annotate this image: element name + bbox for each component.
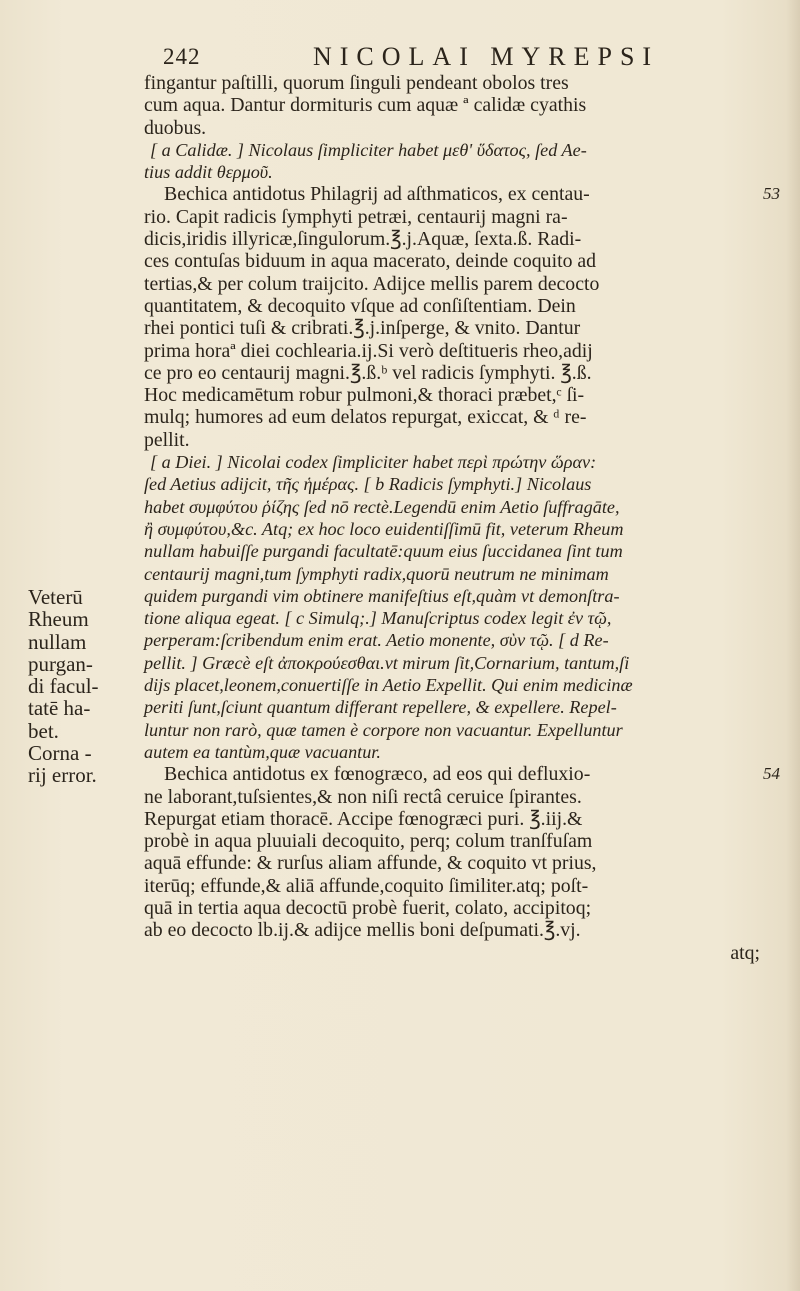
text-line <box>144 674 784 696</box>
text-line-content: ce pro eo centaurij magni.℥.ß.ᵇ vel radicis ſymphyti. ℥.ß. <box>144 361 592 384</box>
text-line-content: aquā effunde: & rurſus aliam affunde, & coquito vt prius, <box>144 852 597 875</box>
text-line <box>144 585 784 607</box>
body-text <box>144 72 784 964</box>
text-line-content: tione aliqua egeat. [ c Simulq;.] Manuſcriptus codex legit ἐν τῷ, <box>144 608 612 629</box>
margin-note-line: di facul- <box>28 674 99 699</box>
text-line <box>144 94 784 116</box>
text-line <box>144 228 784 250</box>
text-line <box>144 451 784 473</box>
text-line-content: periti ſunt,ſciunt quantum differant repellere, & expellere. Repel- <box>144 697 617 718</box>
text-line-content: duobus. <box>144 116 207 139</box>
text-line-content: dicis,iridis illyricæ,ſingulorum.℥.j.Aquæ, ſexta.ß. Radi- <box>144 228 582 251</box>
text-line <box>144 741 784 763</box>
text-line-content: [ a Calidæ. ] Nicolaus ſimpliciter habet μεθ' ὕδατος, ſed Ae- <box>150 139 587 160</box>
page-number: 242 <box>163 44 201 69</box>
text-line-content: perperam:ſcribendum enim erat. Aetio monente, σὺν τῷ. [ d Re- <box>144 630 609 651</box>
text-line <box>144 897 784 919</box>
section-number: 54 <box>763 764 780 784</box>
margin-note-line: rij error. <box>28 763 97 788</box>
margin-note-line: Veterū <box>28 585 83 609</box>
margin-note-line: Corna - <box>28 741 92 766</box>
text-line <box>144 273 784 295</box>
text-line-content: centaurij magni,tum ſymphyti radix,quorū neutrum ne minimam <box>144 563 609 584</box>
text-line-content: probè in aqua pluuiali decoquito, perq; colum tranſfuſam <box>144 830 593 853</box>
text-line-content: cum aqua. Dantur dormituris cum aquæ ª calidæ cyathis <box>144 94 587 117</box>
text-line-content: Bechica antidotus Philagrij ad aſthmaticos, ex centau- <box>164 183 590 206</box>
text-line <box>144 563 784 585</box>
text-line-content: ab eo decocto lb.ij.& adijce mellis boni deſpumati.℥.vj. <box>144 919 581 942</box>
text-line-content: rhei pontici tuſi & cribrati.℥.j.inſperge, & vnito. Dantur <box>144 317 581 340</box>
text-line-content: ἢ συμφύτου,&c. Atq; ex hoc loco euidentiſſimū fit, veterum Rheum <box>144 518 624 539</box>
text-line <box>144 206 784 228</box>
text-line <box>144 384 784 406</box>
text-line-content: atq; <box>730 941 760 964</box>
text-line-content: dijs placet,leonem,conuertiſſe in Aetio Expellit. Qui enim medicinæ <box>144 675 633 696</box>
text-line <box>144 161 784 183</box>
text-line <box>144 496 784 518</box>
page-header <box>163 40 773 72</box>
text-line <box>144 72 784 94</box>
text-line <box>144 139 784 161</box>
text-line <box>144 942 784 964</box>
text-line-content: ſed Aetius adijcit, τῆς ἡμέρας. [ b Radicis ſymphyti.] Nicolaus <box>144 474 592 495</box>
text-line <box>144 406 784 428</box>
text-line-content: autem ea tantùm,quæ vacuantur. <box>144 741 381 762</box>
text-line <box>144 117 784 139</box>
text-line-content: mulq; humores ad eum delatos repurgat, exiccat, & ᵈ re- <box>144 406 587 429</box>
text-line <box>144 429 784 451</box>
text-line-content: ces contuſas biduum in aqua macerato, deinde coquito ad <box>144 250 597 273</box>
text-line <box>144 317 784 339</box>
text-line <box>144 540 784 562</box>
text-line <box>144 518 784 540</box>
text-line <box>144 696 784 718</box>
text-line-content: luntur non rarò, quæ tamen è corpore non vacuantur. Expelluntur <box>144 719 623 740</box>
margin-note-line: tatē ha- <box>28 696 91 721</box>
text-line-content: pellit. <box>144 428 190 451</box>
text-line-content: tertias,& per colum traijcito. Adijce mellis parem decocto <box>144 272 600 295</box>
text-line-content: quantitatem, & decoquito vſque ad conſiſtentiam. Dein <box>144 294 576 317</box>
text-line-content: nullam habuiſſe purgandi facultatē:quum eius ſuccidanea ſint tum <box>144 541 623 562</box>
text-line <box>144 808 784 830</box>
text-line-content: tius addit θερμοῦ. <box>144 162 273 183</box>
margin-note-line: purgan- <box>28 651 93 676</box>
text-line-content: habet συμφύτου ῥίζης ſed nō rectè.Legendū enim Aetio ſuffragāte, <box>144 496 620 517</box>
text-line-content: iterūq; effunde,& aliā affunde,coquito ſimiliter.atq; poſt- <box>144 874 589 897</box>
text-line <box>144 763 784 785</box>
page-edge-shadow <box>786 0 800 1291</box>
text-line <box>144 786 784 808</box>
text-line <box>144 852 784 874</box>
text-line <box>144 340 784 362</box>
text-line <box>144 875 784 897</box>
text-line-content: Bechica antidotus ex fœnogræco, ad eos qui defluxio- <box>164 763 591 786</box>
text-line <box>144 295 784 317</box>
text-line <box>144 183 784 205</box>
margin-note-line: bet. <box>28 718 59 743</box>
text-line-content: Hoc medicamētum robur pulmoni,& thoraci præbet,ᶜ ſi- <box>144 384 585 407</box>
text-line <box>144 919 784 941</box>
text-line <box>144 719 784 741</box>
text-line-content: fingantur paſtilli, quorum ſinguli pendeant obolos tres <box>144 72 569 94</box>
text-line-content: pellit. ] Græcè eſt ἀποκρούεσθαι.vt mirum ſit,Cornarium, tantum,ſi <box>144 652 630 673</box>
text-line-content: quidem purgandi vim obtinere manifeſtius eſt,quàm vt demonſtra- <box>144 585 620 606</box>
text-line <box>144 607 784 629</box>
text-line <box>144 629 784 651</box>
margin-note-line: nullam <box>28 629 87 654</box>
text-line-content: Repurgat etiam thoracē. Accipe fœnogræci puri. ℥.iij.& <box>144 807 583 830</box>
text-line-content: rio. Capit radicis ſymphyti petræi, centaurij magni ra- <box>144 205 568 228</box>
text-line-content: prima horaª diei cochlearia.ij.Si verò deſtitueris rheo,adij <box>144 339 593 362</box>
margin-note <box>28 586 128 787</box>
text-line <box>144 652 784 674</box>
margin-note-line: Rheum <box>28 607 89 632</box>
text-line <box>144 830 784 852</box>
text-line-content: quā in tertia aqua decoctū probè fuerit, colato, accipitoq; <box>144 896 592 919</box>
text-line-content: ne laborant,tuſsientes,& non niſi rectâ ceruice ſpirantes. <box>144 785 582 808</box>
text-line <box>144 250 784 272</box>
running-title: NICOLAI MYREPSI <box>313 42 660 71</box>
text-line <box>144 473 784 495</box>
section-number: 53 <box>763 184 780 204</box>
text-line-content: [ a Diei. ] Nicolai codex ſimpliciter habet περὶ πρώτην ὥραν: <box>150 452 597 473</box>
text-line <box>144 362 784 384</box>
